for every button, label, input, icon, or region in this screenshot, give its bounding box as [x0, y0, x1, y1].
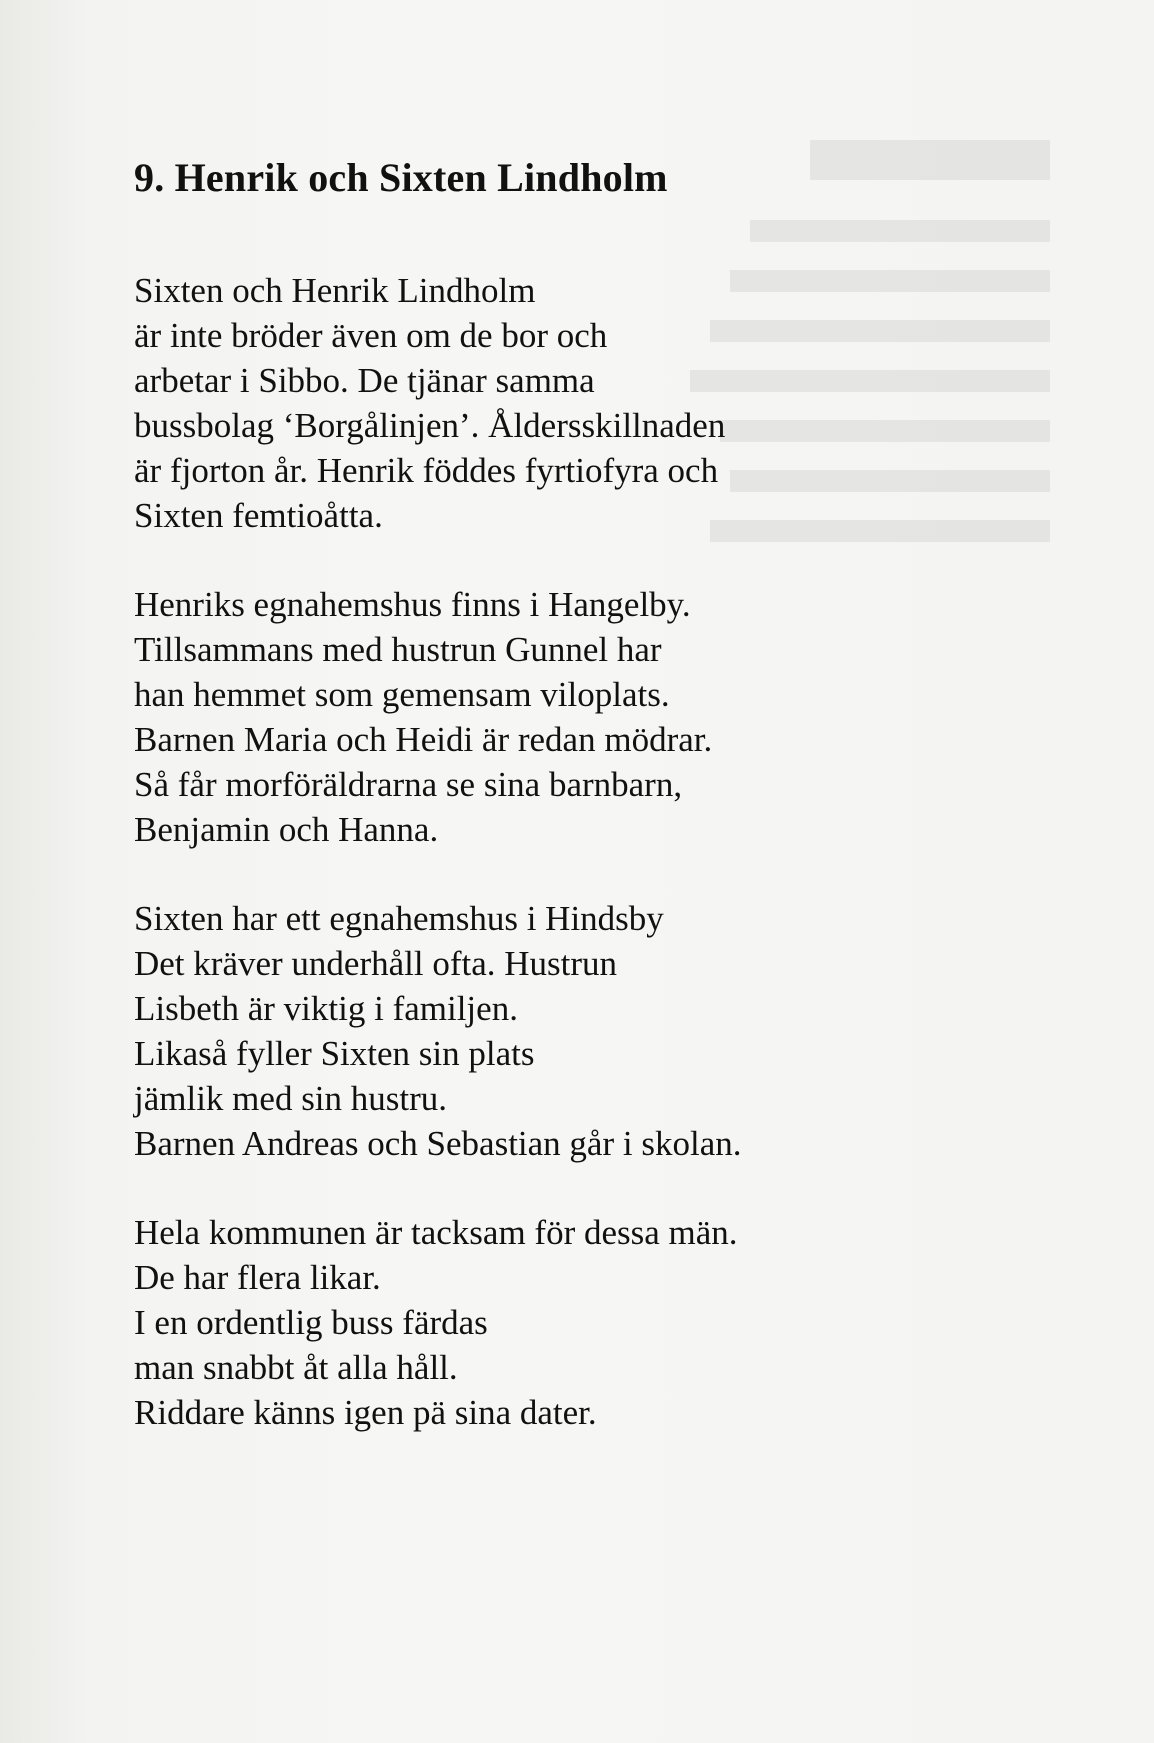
- poem-line: är fjorton år. Henrik föddes fyrtiofyra och: [134, 451, 719, 490]
- poem-line: Det kräver underhåll ofta. Hustrun: [134, 944, 618, 983]
- poem-line: man snabbt åt alla håll.: [134, 1348, 458, 1387]
- poem-title: 9. Henrik och Sixten Lindholm: [134, 155, 668, 200]
- stanza-3: [134, 896, 1094, 1166]
- stanza-2: [134, 582, 1094, 852]
- poem-line: Hela kommunen är tacksam för dessa män.: [134, 1213, 738, 1252]
- poem-line: Tillsammans med hustrun Gunnel har: [134, 630, 662, 669]
- poem-line: Barnen Maria och Heidi är redan mödrar.: [134, 720, 713, 759]
- poem-line: han hemmet som gemensam viloplats.: [134, 675, 670, 714]
- poem-line: Henriks egnahemshus finns i Hangelby.: [134, 585, 691, 624]
- poem-line: Benjamin och Hanna.: [134, 810, 439, 849]
- poem-line: Likaså fyller Sixten sin plats: [134, 1034, 535, 1073]
- poem-line: är inte bröder även om de bor och: [134, 316, 608, 355]
- poem-line: arbetar i Sibbo. De tjänar samma: [134, 361, 595, 400]
- poem-line: De har flera likar.: [134, 1258, 381, 1297]
- stanza-1: [134, 268, 1094, 538]
- poem-line: Riddare känns igen pä sina dater.: [134, 1393, 597, 1432]
- poem-line: bussbolag ‘Borgålinjen’. Åldersskillnaden: [134, 406, 726, 445]
- poem-line: I en ordentlig buss färdas: [134, 1303, 488, 1342]
- poem-line: Sixten har ett egnahemshus i Hindsby: [134, 899, 664, 938]
- poem-content: [134, 150, 1094, 1479]
- poem-line: Barnen Andreas och Sebastian går i skolan.: [134, 1124, 742, 1163]
- poem-line: Lisbeth är viktig i familjen.: [134, 989, 518, 1028]
- poem-line: Så får morföräldrarna se sina barnbarn,: [134, 765, 683, 804]
- poem-line: jämlik med sin hustru.: [134, 1079, 448, 1118]
- stanza-4: [134, 1210, 1094, 1435]
- poem-line: Sixten och Henrik Lindholm: [134, 271, 536, 310]
- poem-line: Sixten femtioåtta.: [134, 496, 383, 535]
